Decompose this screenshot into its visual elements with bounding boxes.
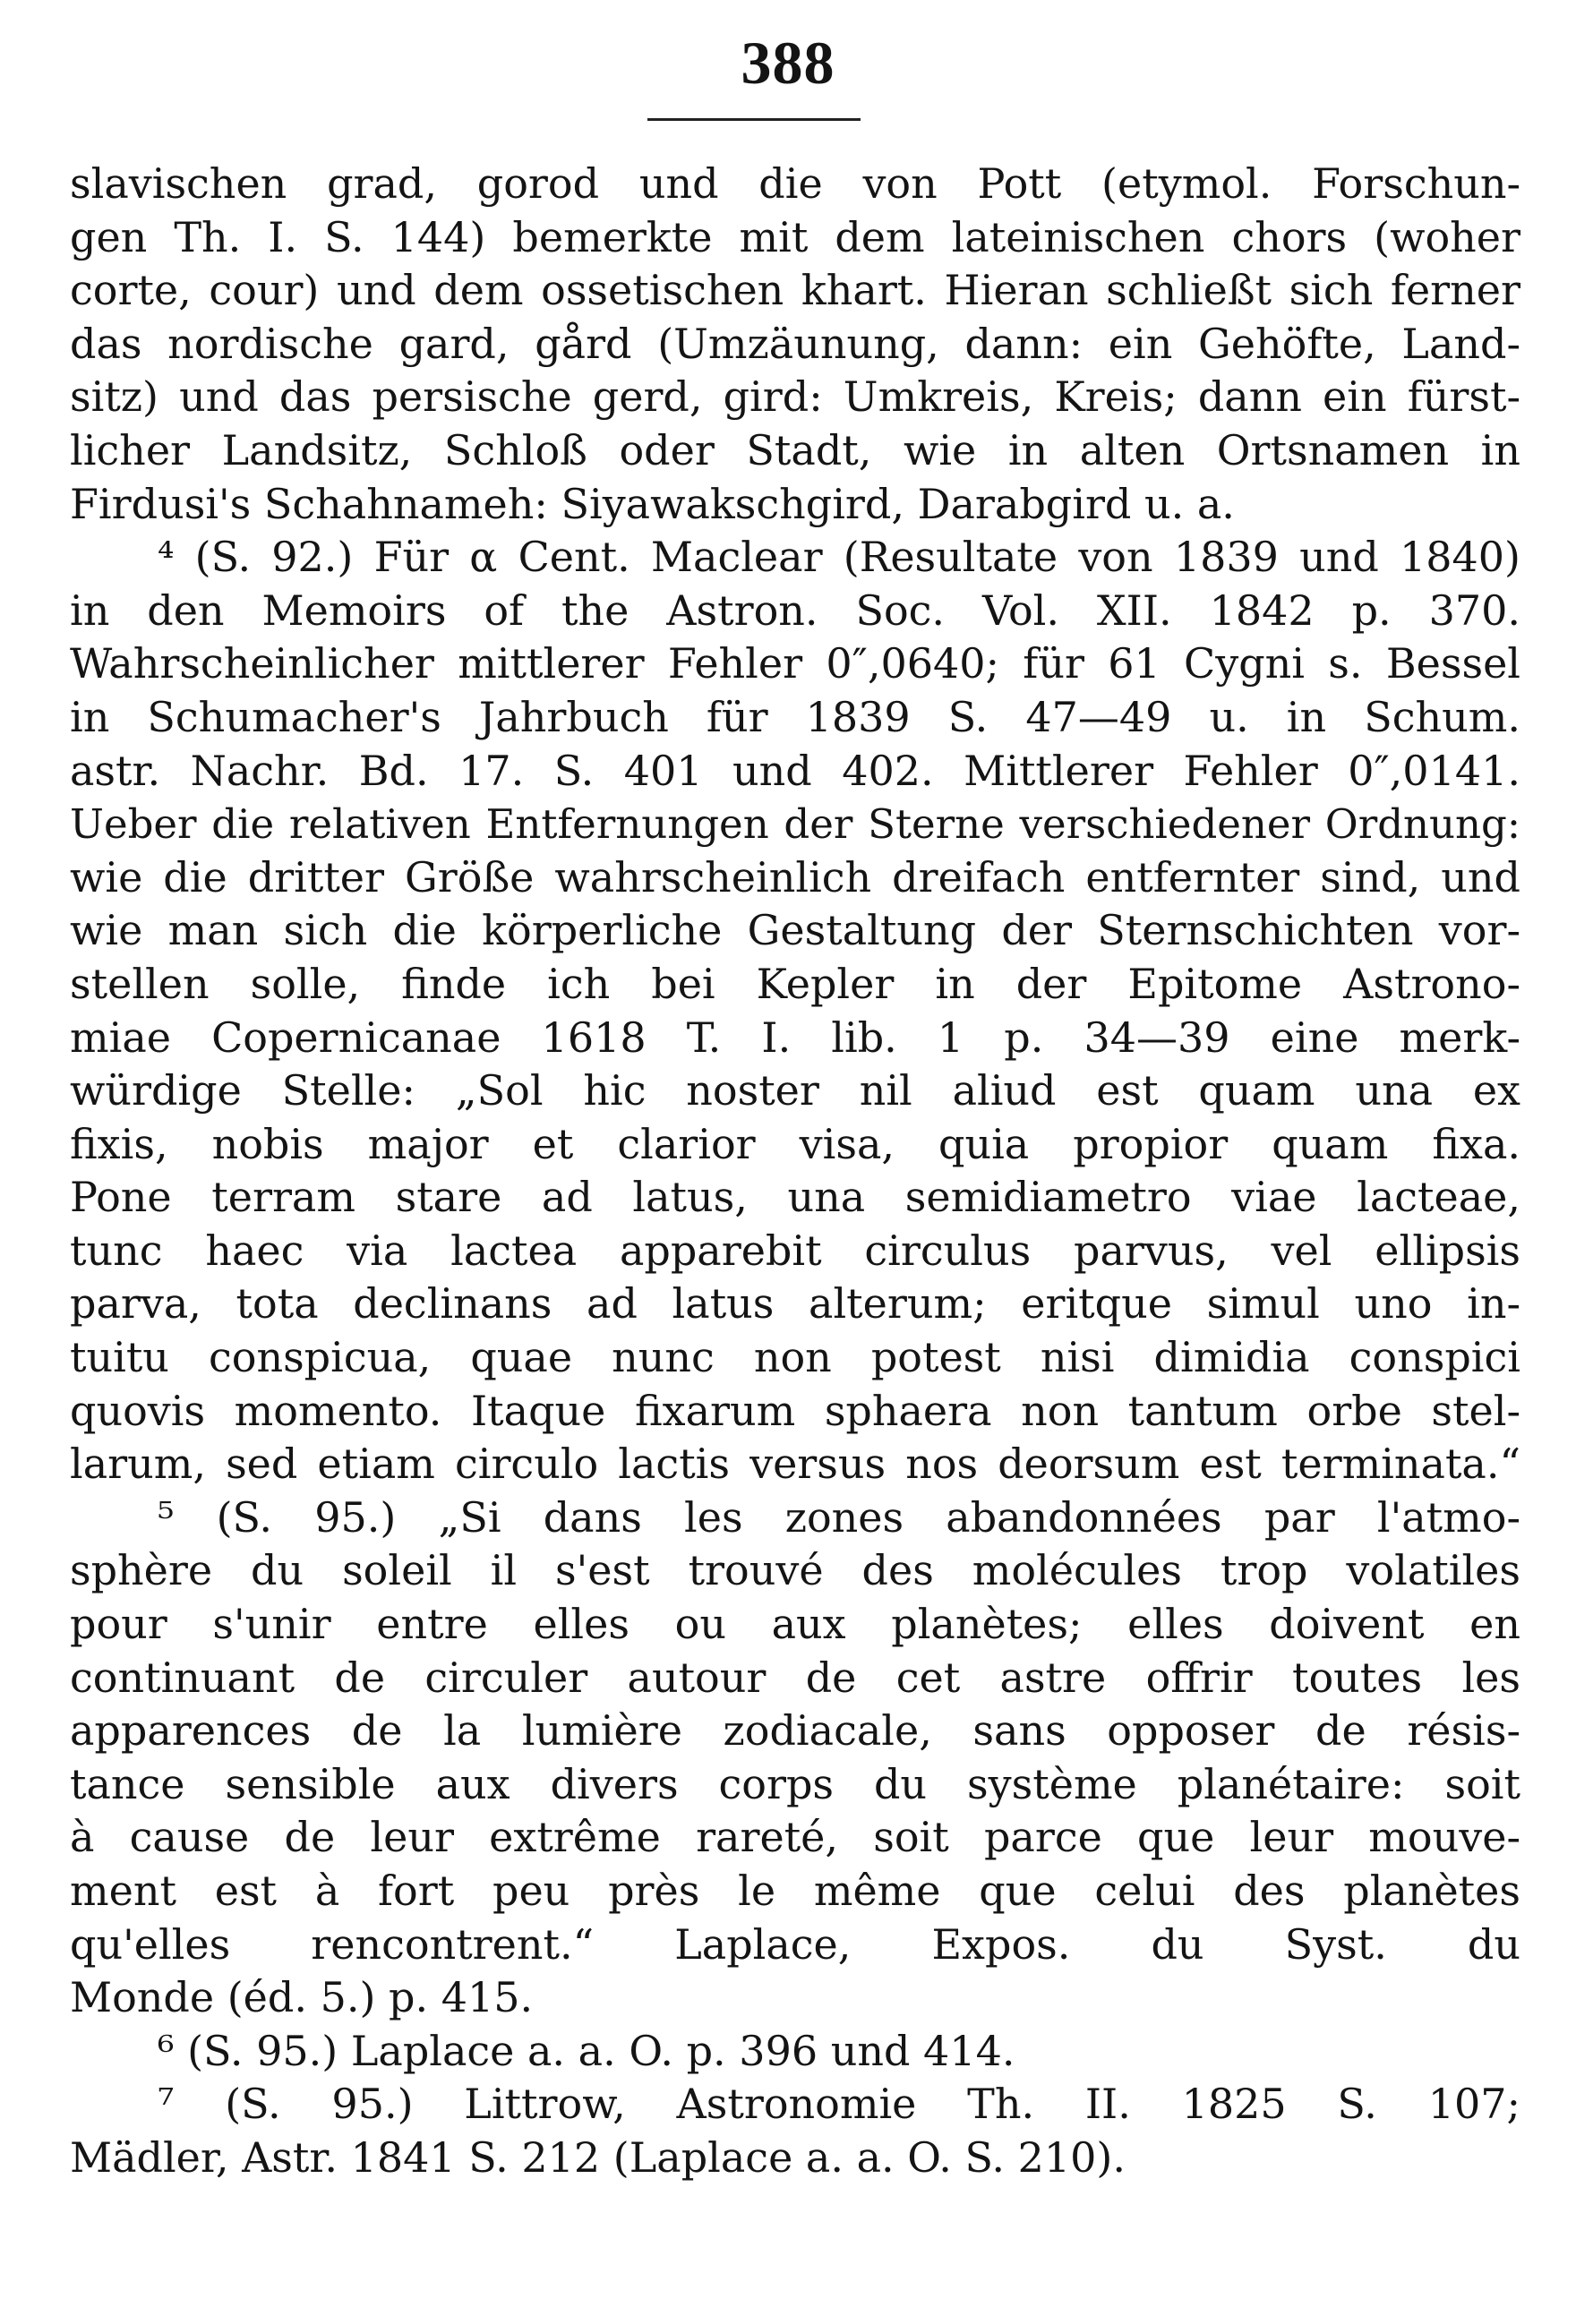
text-line: wie man sich die körperliche Gestaltung der Sternschichten vor-: [70, 906, 1520, 955]
text-line: Mädler, Astr. 1841 S. 212 (Laplace a. a. O. S. 210).: [70, 2132, 1126, 2182]
text-line: Monde (éd. 5.) p. 415.: [70, 1973, 534, 2022]
text-line: Ueber die relativen Entfernungen der Sterne verschiedener Ordnung:: [70, 800, 1520, 849]
text-line: corte, cour) und dem ossetischen khart. Hieran schließt sich ferner: [70, 266, 1520, 315]
text-line: à cause de leur extrême rareté, soit parce que leur mouve-: [70, 1813, 1520, 1862]
text-line: in den Memoirs of the Astron. Soc. Vol. XII. 1842 p. 370.: [70, 585, 1520, 635]
text-line: continuant de circuler autour de cet astre offrir toutes les: [70, 1653, 1520, 1702]
text-line: tuitu conspicua, quae nunc non potest nisi dimidia conspici: [70, 1333, 1520, 1382]
text-line: wie die dritter Größe wahrscheinlich dreifach entfernter sind, und: [70, 852, 1520, 901]
text-line: stellen solle, finde ich bei Kepler in der Epitome Astrono-: [70, 959, 1520, 1008]
text-line: miae Copernicanae 1618 T. I. lib. 1 p. 34—39 eine merk-: [70, 1012, 1520, 1062]
text-line: Firdusi's Schahnameh: Siyawakschgird, Darabgird u. a.: [70, 479, 1235, 528]
text-line: qu'elles rencontrent.“ Laplace, Expos. du Syst. du: [70, 1919, 1520, 1969]
text-line: sitz) und das persische gerd, gird: Umkreis, Kreis; dann ein fürst-: [70, 372, 1520, 422]
footnote-text-block: [70, 158, 1520, 2185]
text-line: ⁴ (S. 92.) Für α Cent. Maclear (Resultate von 1839 und 1840): [158, 533, 1520, 582]
text-line: gen Th. I. S. 144) bemerkte mit dem lateinischen chors (woher: [70, 212, 1520, 261]
text-line: das nordische gard, gård (Umzäunung, dann: ein Gehöfte, Land-: [70, 319, 1520, 368]
text-line: slavischen grad, gorod und die von Pott (etymol. Forschun-: [70, 159, 1520, 208]
text-line: sphère du soleil il s'est trouvé des molécules trop volatiles: [70, 1546, 1520, 1595]
text-line: parva, tota declinans ad latus alterum; eritque simul uno in-: [70, 1279, 1520, 1329]
text-line: pour s'unir entre elles ou aux planètes; elles doivent en: [70, 1600, 1520, 1649]
header-rule: [647, 118, 861, 121]
text-line: quovis momento. Itaque fixarum sphaera non tantum orbe stel-: [70, 1386, 1520, 1435]
text-line: in Schumacher's Jahrbuch für 1839 S. 47—49 u. in Schum.: [70, 692, 1520, 741]
text-line: licher Landsitz, Schloß oder Stadt, wie in alten Ortsnamen in: [70, 425, 1520, 474]
text-line: ⁶ (S. 95.) Laplace a. a. O. p. 396 und 414.: [158, 2026, 1015, 2075]
text-line: tunc haec via lactea apparebit circulus parvus, vel ellipsis: [70, 1226, 1520, 1275]
text-line: tance sensible aux divers corps du système planétaire: soit: [70, 1759, 1520, 1808]
text-line: Pone terram stare ad latus, una semidiametro viae lacteae,: [70, 1173, 1520, 1222]
text-line: Wahrscheinlicher mittlerer Fehler 0″,0640; für 61 Cygni s. Bessel: [70, 639, 1520, 688]
text-line: würdige Stelle: „Sol hic noster nil aliud est quam una ex: [70, 1066, 1520, 1115]
text-line: apparences de la lumière zodiacale, sans opposer de résis-: [70, 1706, 1520, 1756]
page-number: 388: [741, 29, 835, 97]
text-line: larum, sed etiam circulo lactis versus nos deorsum est terminata.“: [70, 1440, 1520, 1489]
text-line: ment est à fort peu près le même que celui des planètes: [70, 1867, 1520, 1915]
text-line: astr. Nachr. Bd. 17. S. 401 und 402. Mittlerer Fehler 0″,0141.: [70, 746, 1520, 795]
text-line: fixis, nobis major et clarior visa, quia propior quam fixa.: [70, 1119, 1520, 1168]
text-line: ⁵ (S. 95.) „Si dans les zones abandonnées par l'atmo-: [158, 1492, 1520, 1542]
text-line: ⁷ (S. 95.) Littrow, Astronomie Th. II. 1825 S. 107;: [158, 2080, 1520, 2129]
